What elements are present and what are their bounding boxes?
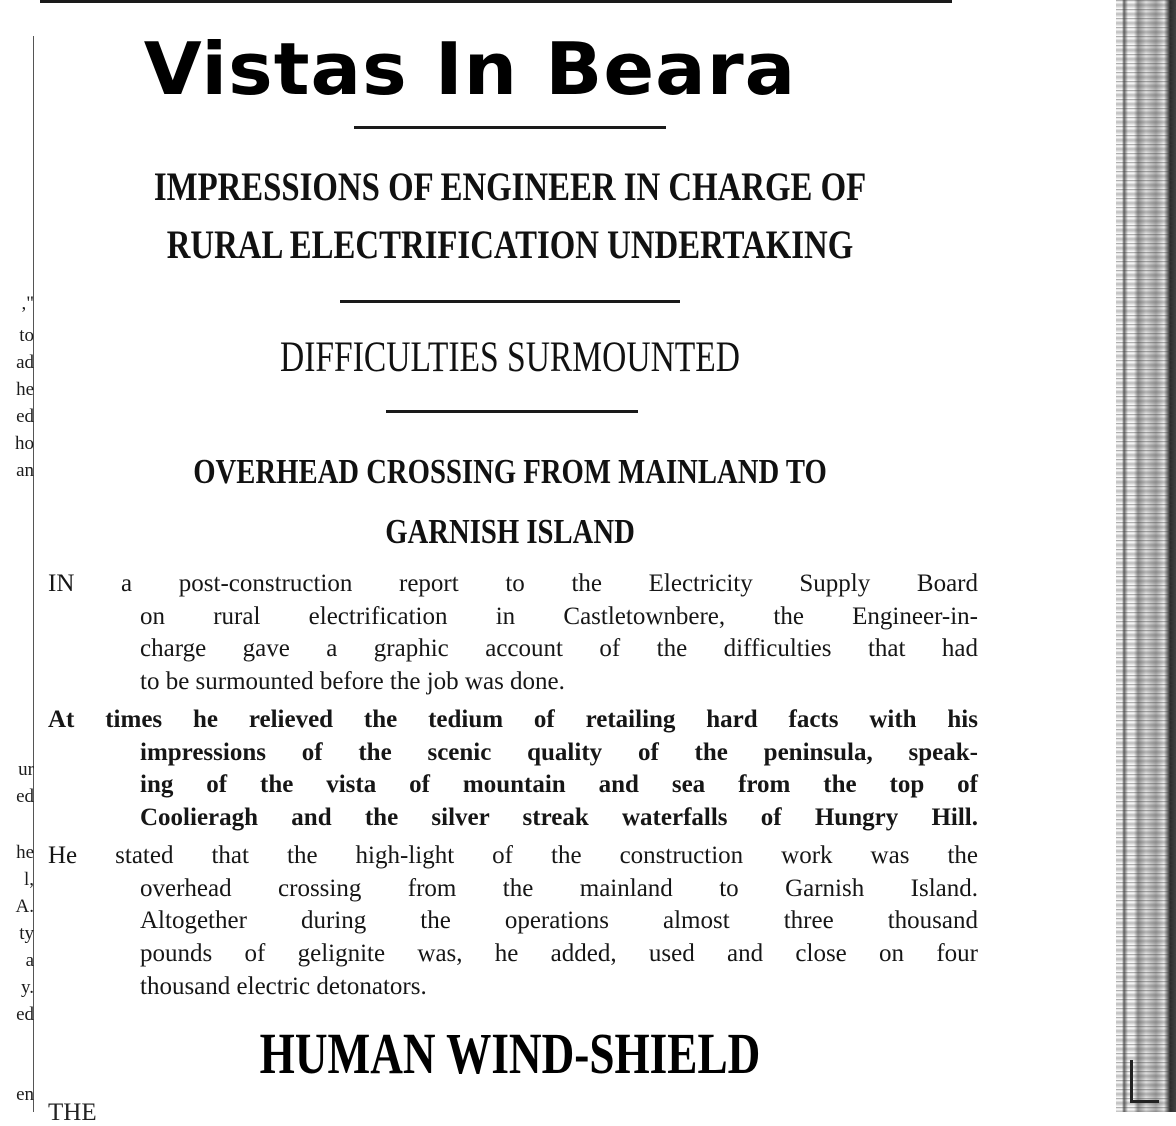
paragraph-line: He stated that the high-light of the construction work was the (48, 842, 978, 869)
page-edge-mark (1130, 1060, 1159, 1103)
article-title: Vistas In Beara (143, 27, 797, 111)
subhead-line-1: OVERHEAD CROSSING FROM MAINLAND TO (193, 452, 827, 491)
title-rule (354, 126, 666, 129)
subhead-line-2: GARNISH ISLAND (385, 512, 635, 551)
left-fragment: he (16, 379, 34, 400)
left-fragment: ho (15, 433, 34, 454)
left-fragment: ur (18, 759, 34, 780)
left-fragment: he (16, 842, 34, 863)
paragraph-line: on rural electrification in Castletownbere, the Engineer-in- (140, 602, 978, 630)
paragraph-line: Coolieragh and the silver streak waterfalls of Hungry Hill. (140, 804, 978, 832)
paragraph-line: Altogether during the operations almost three thousand (140, 907, 978, 935)
next-section-heading: HUMAN WIND-SHIELD (259, 1021, 761, 1086)
paragraph-line: IN a post-construction report to the Electricity Supply Board (48, 570, 978, 597)
headline-line-2: RURAL ELECTRIFICATION UNDERTAKING (166, 222, 854, 267)
headline-line-1: IMPRESSIONS OF ENGINEER IN CHARGE OF (153, 164, 867, 209)
left-fragment: l, (23, 869, 34, 890)
paragraph-line: At times he relieved the tedium of retailing hard facts with his (48, 706, 978, 733)
headline-rule (340, 300, 680, 303)
paragraph-line: pounds of gelignite was, he added, used and close on four (140, 940, 978, 968)
paragraph-1 (48, 568, 978, 699)
paragraph-line: to be surmounted before the job was done. (140, 668, 565, 696)
paragraph-line: ing of the vista of mountain and sea from the top of (140, 771, 978, 799)
paragraph-line: thousand electric detonators. (140, 972, 427, 1000)
left-fragment: a (25, 950, 34, 971)
paragraph-line: overhead crossing from the mainland to Garnish Island. (140, 874, 978, 902)
left-fragment: to (19, 325, 34, 346)
left-fragment: en (16, 1084, 34, 1105)
paragraph-line: charge gave a graphic account of the difficulties that had (140, 635, 978, 663)
left-fragment: y. (20, 977, 34, 998)
left-fragment: ed (16, 406, 34, 427)
deck-rule (386, 410, 638, 413)
paragraph-2 (48, 704, 978, 835)
paragraph-line: impressions of the scenic quality of the peninsula, speak- (140, 738, 978, 766)
left-fragment: ed (16, 1004, 34, 1025)
left-fragment: an (16, 460, 34, 481)
left-fragment: ty (19, 923, 34, 944)
left-fragment: A. (15, 896, 34, 917)
top-rule (40, 0, 952, 3)
left-fragment: ed (16, 786, 34, 807)
deck-heading: DIFFICULTIES SURMOUNTED (280, 334, 740, 381)
next-paragraph-fragment: THE (48, 1099, 97, 1126)
adjacent-page-edge (1116, 0, 1176, 1112)
left-fragment: ," (21, 293, 34, 314)
left-fragment: ad (16, 352, 34, 373)
paragraph-3 (48, 840, 978, 1004)
